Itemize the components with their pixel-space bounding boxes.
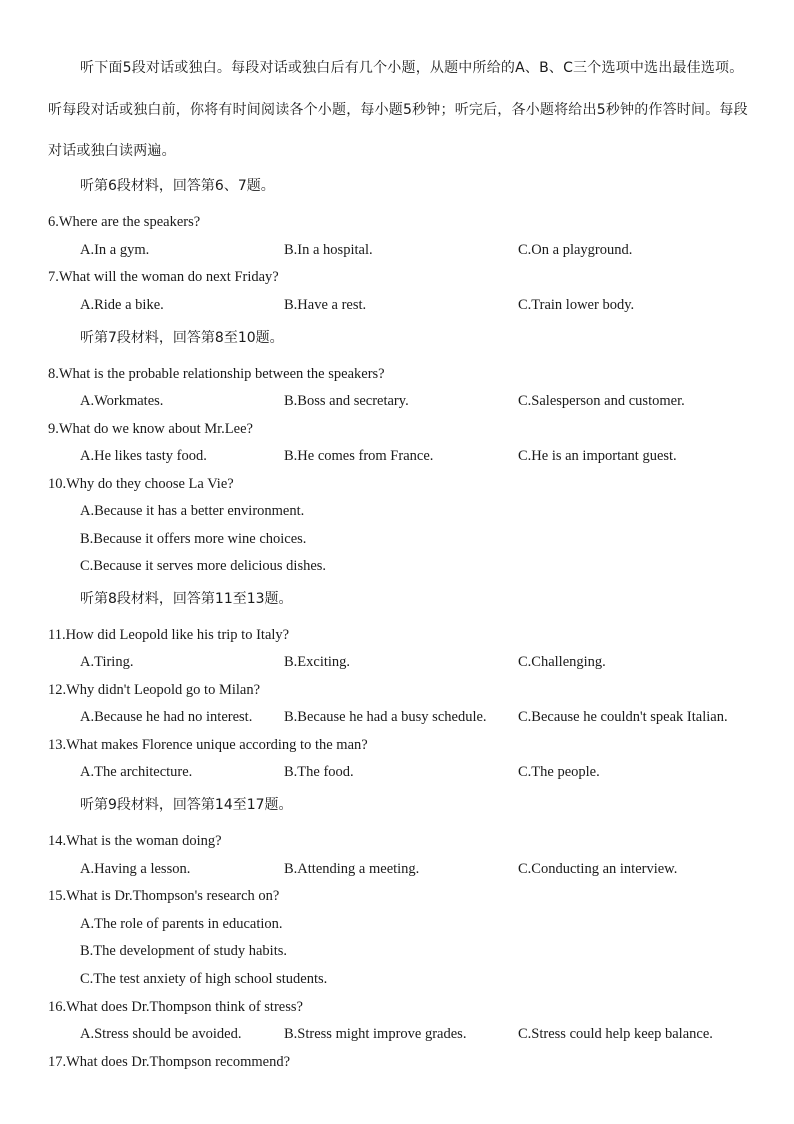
option-a: A.Ride a bike. [80, 297, 164, 313]
option-a: A.In a gym. [80, 242, 150, 258]
option-b: B.Exciting. [284, 654, 351, 670]
option-c: C.Because it serves more delicious dishes. [80, 558, 327, 574]
question-text: 11.How did Leopold like his trip to Italy? [48, 627, 290, 643]
option-a: A.Tiring. [80, 654, 134, 670]
option-c: C.Stress could help keep balance. [518, 1026, 713, 1042]
option-c: C.Because he couldn't speak Italian. [518, 709, 728, 725]
instructions-paragraph: 听下面5段对话或独白。每段对话或独白后有几个小题，从题中所给的A、B、C三个选项中选出最佳选项。听每段对话或独白前，你将有时间阅读各个小题，每小题5秒钟；听完后，各小题将给出5秒钟的作答时间。每段对话或独白读两遍。 [48, 60, 748, 159]
option-b: B.Attending a meeting. [284, 861, 420, 877]
option-c: C.Conducting an interview. [518, 861, 678, 877]
option-a: A.The architecture. [80, 764, 193, 780]
option-b: B.He comes from France. [284, 448, 434, 464]
option-b: B.Because he had a busy schedule. [284, 709, 487, 725]
question-text: 8.What is the probable relationship between the speakers? [48, 366, 385, 382]
question-text: 15.What is Dr.Thompson's research on? [48, 888, 280, 904]
option-c: C.Salesperson and customer. [518, 393, 685, 409]
option-b: B.Stress might improve grades. [284, 1026, 467, 1042]
question-text: 17.What does Dr.Thompson recommend? [48, 1054, 291, 1070]
option-b: B.Boss and secretary. [284, 393, 409, 409]
option-a: A.The role of parents in education. [80, 916, 283, 932]
section-heading: 听第9段材料，回答第14至17题。 [80, 797, 293, 813]
option-c: C.The people. [518, 764, 600, 780]
option-a: A.Having a lesson. [80, 861, 191, 877]
option-a: A.He likes tasty food. [80, 448, 207, 464]
option-c: C.Challenging. [518, 654, 606, 670]
section-heading: 听第6段材料，回答第6、7题。 [80, 178, 275, 194]
option-b: B.Have a rest. [284, 297, 367, 313]
question-text: 9.What do we know about Mr.Lee? [48, 421, 253, 437]
option-a: A.Because he had no interest. [80, 709, 253, 725]
option-a: A.Workmates. [80, 393, 164, 409]
question-text: 6.Where are the speakers? [48, 214, 201, 230]
question-text: 12.Why didn't Leopold go to Milan? [48, 682, 261, 698]
section-heading: 听第7段材料，回答第8至10题。 [80, 330, 284, 346]
question-text: 13.What makes Florence unique according to the man? [48, 737, 368, 753]
option-b: B.Because it offers more wine choices. [80, 531, 307, 547]
question-text: 16.What does Dr.Thompson think of stress? [48, 999, 303, 1015]
question-text: 7.What will the woman do next Friday? [48, 269, 279, 285]
section-heading: 听第8段材料，回答第11至13题。 [80, 591, 293, 607]
option-c: C.He is an important guest. [518, 448, 677, 464]
option-c: C.On a playground. [518, 242, 633, 258]
option-b: B.The food. [284, 764, 354, 780]
question-text: 14.What is the woman doing? [48, 833, 222, 849]
option-c: C.Train lower body. [518, 297, 635, 313]
option-a: A.Because it has a better environment. [80, 503, 305, 519]
option-b: B.In a hospital. [284, 242, 373, 258]
option-c: C.The test anxiety of high school students. [80, 971, 328, 987]
question-text: 10.Why do they choose La Vie? [48, 476, 234, 492]
option-b: B.The development of study habits. [80, 943, 287, 959]
option-a: A.Stress should be avoided. [80, 1026, 242, 1042]
